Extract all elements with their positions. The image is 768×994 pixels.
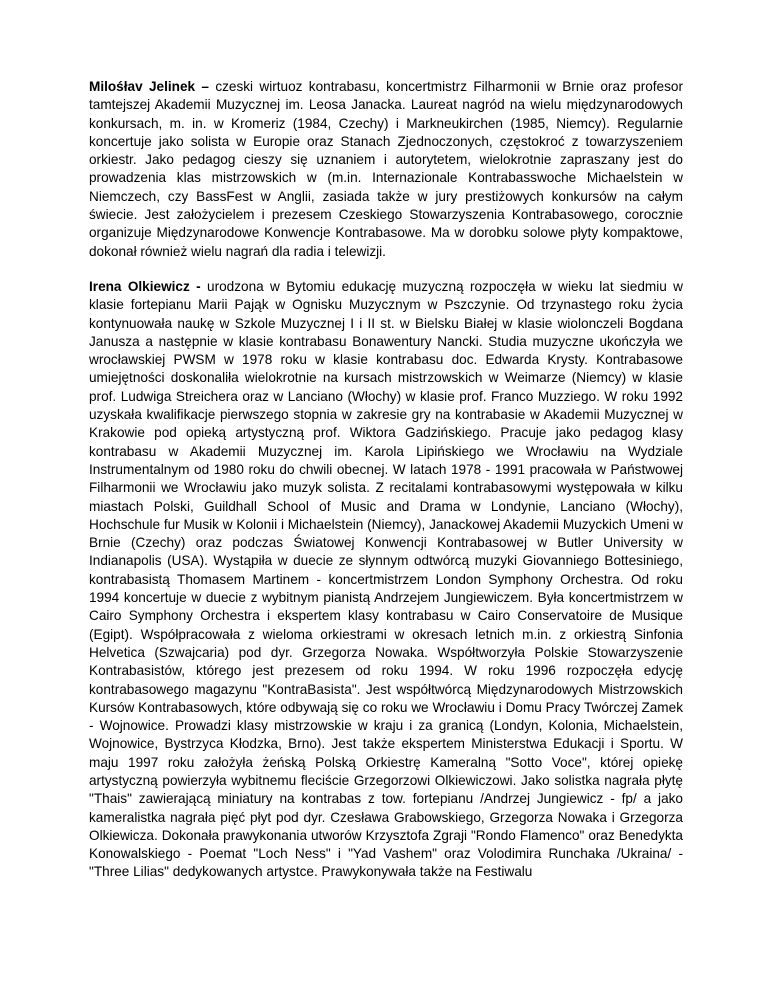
bio-text: czeski wirtuoz kontrabasu, koncertmistrz Filharmonii w Brnie oraz profesor tamtejszej Akademii Muzycznej im. Leosa Janacka. Laureat nagród na wielu międzynarodowych konkursach, m. in. w Kromeriz (1984, Czechy) i Markneukirchen (1985, Niemcy). Regularnie koncertuje jako solista w Europie oraz Stanach Zjednoczonych, częstokroć z towarzyszeniem orkiestr. Jako pedagog cieszy się uznaniem i autorytetem, wielokrotnie zapraszany jest do prowadzenia klas mistrzowskich w (m.in. Internazionale Kontrabasswoche Michaelstein w Niemczech, czy BassFest w Anglii, zasiada także w jury prestiżowych konkursów na całym świecie. Jest założycielem i prezesem Czeskiego Stowarzyszenia Kontrabasowego, corocznie organizuje Międzynarodowe Konwencje Kontrabasowe. Ma w dorobku solowe płyty kompaktowe, dokonał również wielu nagrań dla radia i telewizji. bbox=[89, 79, 684, 259]
bio-separator: - bbox=[189, 278, 208, 294]
bio-paragraph-jelinek bbox=[89, 78, 683, 261]
bio-text: urodzona w Bytomiu edukację muzyczną rozpoczęła w wieku lat siedmiu w klasie fortepianu Marii Pająk w Ognisku Muzycznym w Pszczynie. Od trzynastego roku życia kontynuowała naukę w Szkole Muzycznej I i II st. w Bielsku Białej w klasie wiolonczeli Bogdana Janusza a następnie w klasie kontrabasu Bonawentury Nancki. Studia muzyczne ukończyła we wrocławskiej PWSM w 1978 roku w klasie kontrabasu doc. Edwarda Krysty. Kontrabasowe umiejętności doskonaliła wielokrotnie na kursach mistrzowskich w Weimarze (Niemcy) w klasie prof. Ludwiga Streichera oraz w Lanciano (Włochy) w klasie prof. Franco Muzziego. W roku 1992 uzyskała kwalifikacje pierwszego stopnia w zakresie gry na kontrabasie w Akademii Muzycznej w Krakowie pod opieką artystyczną prof. Wiktora Gadzińskiego. Pracuje jako pedagog klasy kontrabasu w Akademii Muzycznej im. Karola Lipińskiego we Wrocławiu na Wydziale Instrumentalnym od 1980 roku do chwili obecnej. W latach 1978 - 1991 pracowała w Państwowej Filharmonii we Wrocławiu jako muzyk solista. Z recitalami kontrabasowymi występowała w kilku miastach Polski, Guildhall School of Music and Drama w Londynie, Lanciano (Włochy), Hochschule fur Musik w Kolonii i Michaelstein (Niemcy), Janackowej Akademii Muzyckich Umeni w Brnie (Czechy) oraz podczas Światowej Konwencji Kontrabasowej w Butler University w Indianapolis (USA). Wystąpiła w duecie ze słynnym odtwórcą muzyki Giovanniego Bottesiniego, kontrabasistą Thomasem Martinem - koncertmistrzem London Symphony Orchestra. Od roku 1994 koncertuje w duecie z wybitnym pianistą Andrzejem Jungiewiczem. Była koncertmistrzem w Cairo Symphony Orchestra i ekspertem klasy kontrabasu w Cairo Conservatoire de Musique (Egipt). Współpracowała z wieloma orkiestrami w okresach letnich m.in. z orkiestrą Sinfonia Helvetica (Szwajcaria) pod dyr. Grzegorza Nowaka. Współtworzyła Polskie Stowarzyszenie Kontrabasistów, którego jest prezesem od roku 1994. W roku 1996 rozpoczęła edycję kontrabasowego magazynu "KontraBasista". Jest współtwórcą Międzynarodowych Mistrzowskich Kursów Kontrabasowych, które odbywają się co roku we Wrocławiu i Domu Pracy Twórczej Zamek - Wojnowice. Prowadzi klasy mistrzowskie w kraju i za granicą (Londyn, Kolonia, Michaelstein, Wojnowice, Bystrzyca Kłodzka, Brno). Jest także ekspertem Ministerstwa Edukacji i Sportu. W maju 1997 roku założyła żeńską Polską Orkiestrę Kameralną "Sotto Voce", której opiekę artystyczną powierzyła wybitnemu fleciście Grzegorzowi Olkiewiczowi. Jako solistka nagrała płytę "Thais" zawierającą miniatury na kontrabas z tow. fortepianu /Andrzej Jungiewicz - fp/ a jako kameralistka nagrała pięć płyt pod dyr. Czesława Grabowskiego, Grzegorza Nowaka i Grzegorza Olkiewicza. Dokonała prawykonania utworów Krzysztofa Zgraji "Rondo Flamenco" oraz Benedykta Konowalskiego - Poemat "Loch Ness" i "Yad Vashem" oraz Volodimira Runchaka /Ukraina/ - "Three Lilias" dedykowanych artystce. Prawykonywała także na Festiwalu bbox=[89, 278, 683, 880]
document-page bbox=[89, 78, 683, 899]
bio-separator: – bbox=[195, 79, 216, 94]
bio-paragraph-olkiewicz bbox=[89, 278, 683, 882]
bio-name: Milośłav Jelinek bbox=[89, 79, 196, 94]
bio-name: Irena Olkiewicz bbox=[89, 278, 190, 294]
